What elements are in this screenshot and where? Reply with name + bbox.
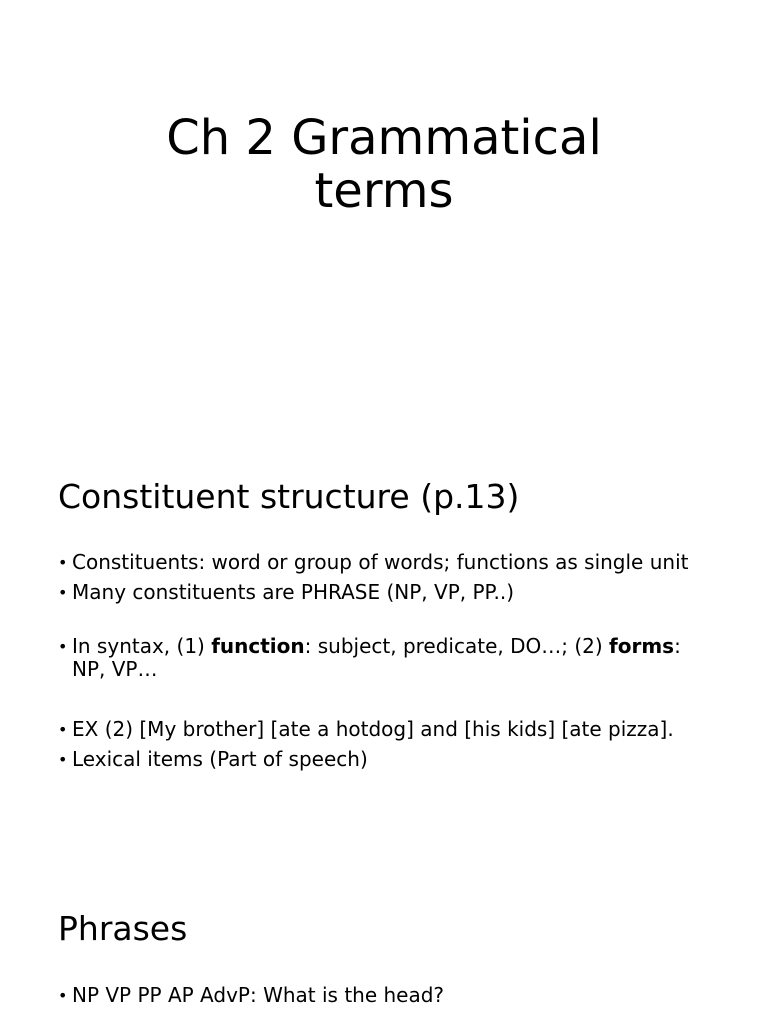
bullet-icon: • — [58, 637, 68, 656]
bullet-text: NP VP PP AP AdvP: What is the head? — [72, 983, 445, 1007]
bullet-item — [58, 635, 708, 681]
bullet-item — [58, 984, 708, 1007]
bullet-icon: • — [58, 553, 68, 572]
bullet-item — [58, 581, 708, 604]
bullet-text: EX (2) [My brother] [ate a hotdog] and [his kids] [ate pizza]. — [72, 717, 674, 741]
section-heading-constituent-structure: Constituent structure (p.13) — [58, 477, 520, 516]
bullet-item — [58, 748, 708, 771]
bullet-text: Lexical items (Part of speech) — [72, 747, 368, 771]
bullet-item — [58, 718, 708, 741]
bullet-text-bold-function: function — [211, 634, 305, 658]
bullet-text-part: : subject, predicate, DO…; (2) — [304, 634, 610, 658]
bullet-text-part: In syntax, (1) — [72, 634, 212, 658]
slide-title — [0, 112, 768, 218]
section-heading-phrases: Phrases — [58, 909, 188, 948]
slide-title-line-1: Ch 2 Grammatical — [166, 110, 602, 166]
slide-title-line-2: terms — [314, 163, 454, 219]
bullet-icon: • — [58, 986, 68, 1005]
bullet-text-part: : NP, VP… — [72, 634, 681, 681]
bullet-icon: • — [58, 750, 68, 769]
bullet-icon: • — [58, 720, 68, 739]
bullet-text-bold-forms: forms — [609, 634, 675, 658]
bullet-item — [58, 551, 708, 574]
bullet-text: Constituents: word or group of words; functions as single unit — [72, 550, 689, 574]
bullet-text: Many constituents are PHRASE (NP, VP, PP..) — [72, 580, 515, 604]
phrases-bullet-list — [58, 984, 708, 1007]
constituent-structure-bullet-list — [58, 551, 708, 771]
bullet-icon: • — [58, 583, 68, 602]
